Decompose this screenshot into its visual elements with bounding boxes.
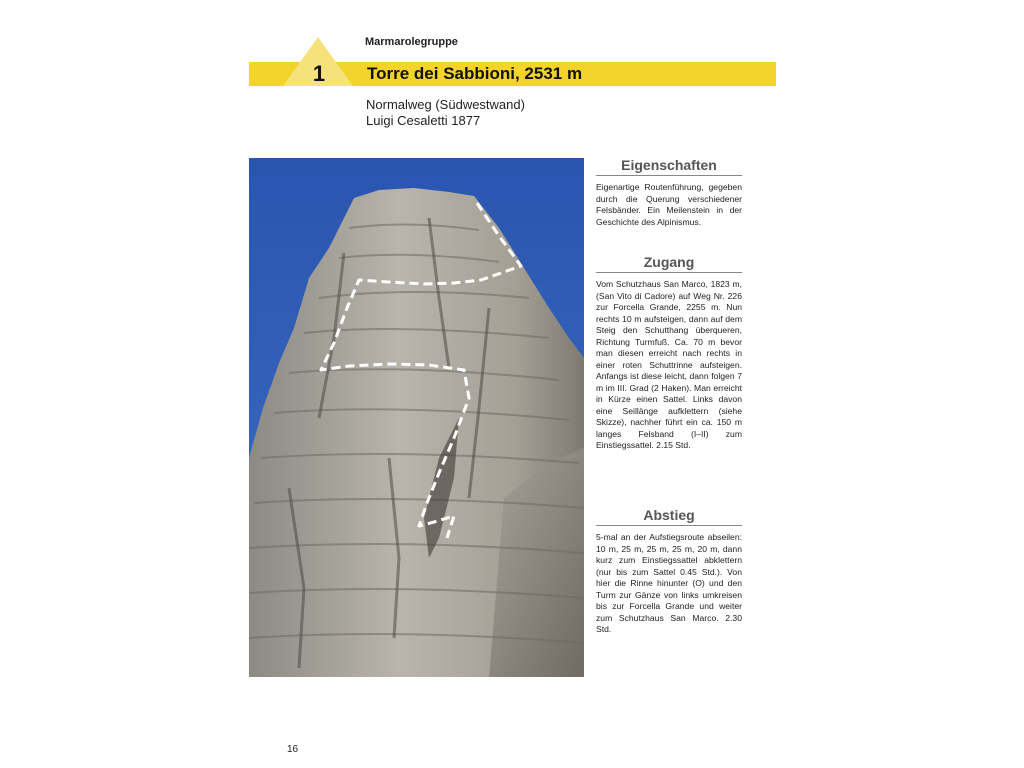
first-ascent: Luigi Cesaletti 1877 [366, 113, 481, 128]
tower-photo [249, 158, 584, 677]
page-number: 16 [287, 744, 299, 755]
section-eigenschaften [596, 157, 742, 228]
section-heading: Abstieg [596, 507, 742, 526]
section-zugang [596, 254, 742, 452]
route-name: Normalweg (Südwestwand) [366, 97, 525, 112]
section-heading: Zugang [596, 254, 742, 273]
section-body: 5-mal an der Aufstiegsroute abseilen: 10 m, 25 m, 25 m, 25 m, 20 m, dann kurz zum Einstiegssattel abklettern (nur bis zum Sattel 0.45 Std.). Von hier die Rinne hinunter (O) und den Turm zur Gänze von links umkreisen bis zur Forcella Grande und weiter zum Schutzhaus San Marco. 2.30 Std. [596, 532, 742, 634]
section-body: Vom Schutzhaus San Marco, 1823 m, (San Vito di Cadore) auf Weg Nr. 226 zur Forcella Grande, 2255 m. Nun rechts 10 m aufsteigen, dann auf dem Steig den Schutthang überqueren, Richtung Turmfuß. Ca. 70 m bevor man diesen erreicht nach rechts in einer roten Schuttrinne aufsteigen. Anfangs ist diese leicht, dann folgen 7 m im III. Grad (2 Haken). Man erreicht in Kürze einen Sattel. Links davon eine Seillänge aufklettern (siehe Skizze), nachher führt ein ca. 150 m langes Felsband (I–II) zum Einstiegssattel. 2.15 Std. [596, 279, 742, 450]
route-number: 1 [312, 61, 326, 86]
section-heading: Eigenschaften [596, 157, 742, 176]
group-label: Marmarolegruppe [365, 36, 458, 48]
section-body: Eigenartige Routenführung, gegeben durch die Querung verschiedener Felsbänder. Ein Meilenstein in der Geschichte des Alpinismus. [596, 182, 742, 227]
section-abstieg [596, 507, 742, 636]
page-title: Torre dei Sabbioni, 2531 m [367, 64, 583, 83]
